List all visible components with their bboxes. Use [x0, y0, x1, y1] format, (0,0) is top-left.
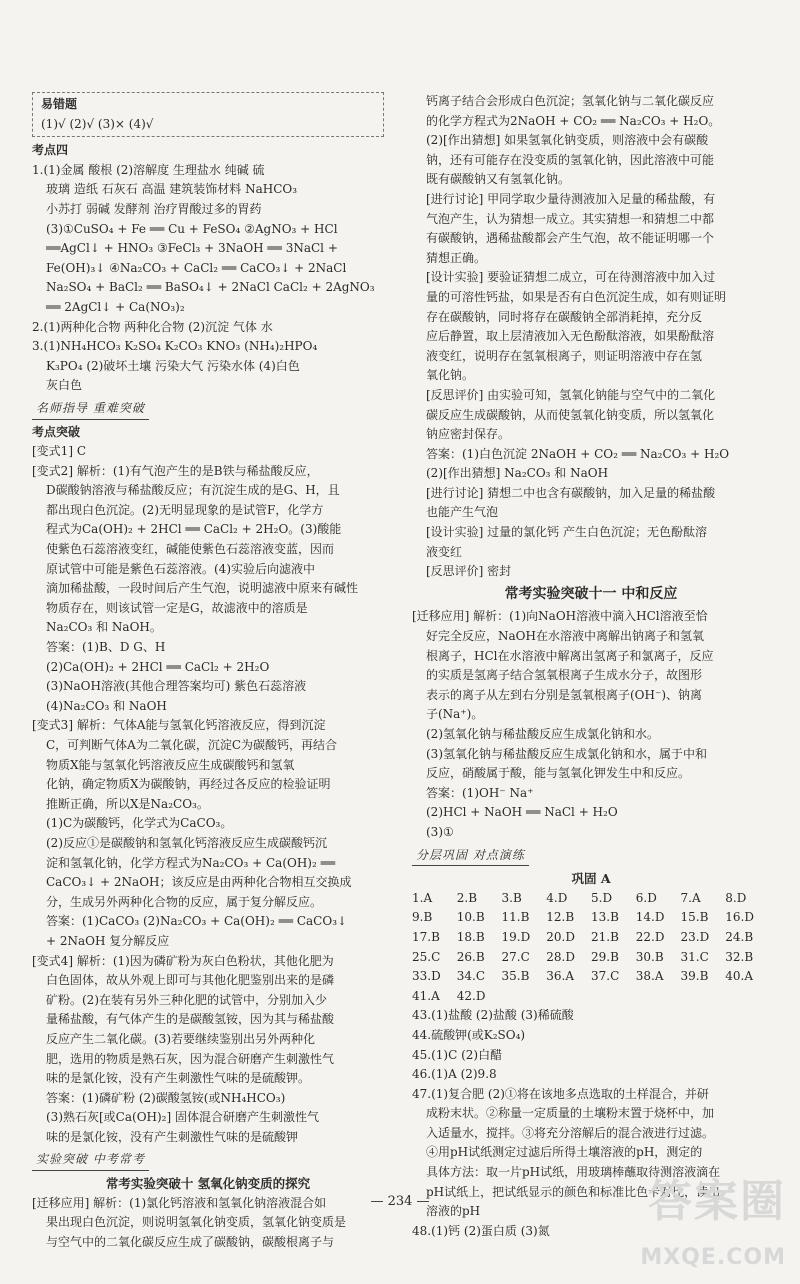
answer-item: 6.D: [635, 890, 657, 905]
text-line: pH试纸上，把试纸显示的颜色和标准比色卡对比，读出: [426, 1184, 721, 1199]
text-line: 答案：(1)白色沉淀 2NaOH + CO₂ ══ Na₂CO₃ + H₂O: [426, 446, 730, 461]
answer-item: 18.B: [456, 929, 485, 944]
answer-item: 12.B: [546, 910, 575, 925]
text-line: 灰白色: [46, 378, 83, 393]
bianshi2-block: [32, 462, 384, 717]
text-line: [变式3] 解析：气体A能与氢氧化钙溶液反应，得到沉淀: [32, 718, 326, 733]
answer-item: 33.D: [412, 969, 441, 984]
text-line: 反应产生二氧化碳。(3)若要继续鉴别出另外两种化: [46, 1031, 315, 1046]
text-line: 答案：(1)B、D G、H: [46, 640, 166, 655]
text-line: 钠应密封保存。: [426, 427, 511, 442]
text-line: (2)Ca(OH)₂ + 2HCl ══ CaCl₂ + 2H₂O: [46, 659, 270, 674]
answer-item: 10.B: [456, 910, 485, 925]
text-line: (1)C为碳酸钙，化学式为CaCO₃。: [46, 816, 233, 831]
text-line: 44.硫酸钾(或K₂SO₄): [412, 1027, 526, 1042]
text-line: (3)熟石灰[或Ca(OH)₂] 固体混合研磨产生刺激性气: [46, 1110, 319, 1125]
left-column: [32, 92, 384, 1252]
text-line: 液变红，说明存在氢氧根离子，则证明溶液中存在氢: [426, 348, 703, 363]
experiment-11-title: 常考实验突破十一 中和反应: [504, 585, 678, 602]
answer-item: 34.C: [456, 969, 486, 984]
right-column: [412, 92, 770, 1241]
text-line: 味的是氯化铵，没有产生刺激性气味的是硫酸钾: [46, 1129, 299, 1144]
answer-item: 9.B: [412, 910, 433, 925]
text-line: 量稀盐酸，有气体产生的是碳酸氢铵，因为其与稀盐酸: [46, 1012, 335, 1027]
answer-item: 40.A: [725, 969, 753, 984]
text-line: 小苏打 弱碱 发酵剂 治疗胃酸过多的胃药: [46, 201, 262, 216]
answer-item: 5.D: [591, 890, 613, 905]
text-line: 程式为Ca(OH)₂ + 2HCl ══ CaCl₂ + 2H₂O。(3)酸能: [46, 522, 342, 537]
answer-grid: [412, 889, 770, 1007]
answer-item: 21.B: [591, 929, 619, 944]
bianshi3-block: [32, 716, 384, 951]
text-line: 都出现白色沉淀。(2)无明显现象的是试管F，化学方: [46, 502, 324, 517]
text-line: 矿粉。(2)在装有另外三种化肥的试管中，分别加入少: [46, 992, 328, 1007]
text-line: (2)HCl + NaOH ══ NaCl + H₂O: [426, 805, 618, 820]
text-line: 猜想正确。: [426, 250, 487, 265]
text-line: 玻璃 造纸 石灰石 高温 建筑装饰材料 NaHCO₃: [46, 182, 298, 197]
text-line: 既有碳酸钠又有氢氧化钠。: [426, 172, 571, 187]
text-line: 48.(1)钙 (2)蛋白质 (3)氮: [412, 1223, 550, 1238]
text-line: 子(Na⁺)。: [426, 707, 484, 722]
answer-item: 23.D: [680, 929, 710, 944]
text-line: 物质X能与氢氧化钙溶液反应生成碳酸钙和氢氧: [46, 757, 295, 772]
text-line: 滴加稀盐酸，一段时间后产生气泡，说明滤液中原来有碱性: [46, 581, 359, 596]
text-line: (3)①: [426, 824, 454, 839]
answer-item: 37.C: [591, 969, 620, 984]
text-line: 3.(1)NH₄HCO₃ K₂SO₄ K₂CO₃ KNO₃ (NH₄)₂HPO₄: [32, 339, 318, 354]
bianshi1-answer: [变式1] C: [32, 444, 86, 459]
answer-item: 39.B: [680, 969, 709, 984]
consolidation-a-title: 巩固 A: [571, 871, 611, 887]
text-line: 应后静置，取上层清液加入无色酚酞溶液，如果酚酞溶: [426, 329, 715, 344]
answer-item: 7.A: [680, 890, 701, 905]
answer-item: 36.A: [546, 969, 574, 984]
text-line: [进行讨论] 猜想二中也含有碳酸钠，加入足量的稀盐酸: [426, 485, 716, 500]
text-line: 钠，还有可能存在没变质的氢氧化钠，因此溶液中可能: [426, 152, 715, 167]
answer-item: 41.A: [412, 988, 440, 1003]
text-line: 果出现白色沉淀，则说明氢氧化钠变质，氢氧化钠变质是: [46, 1215, 347, 1230]
bianshi4-block: [32, 952, 384, 1148]
text-line: 46.(1)A (2)9.8: [412, 1067, 497, 1082]
text-line: 气泡产生，认为猜想一成立。其实猜想一和猜想二中都: [426, 211, 715, 226]
answer-item: 14.D: [635, 910, 665, 925]
easy-mistake-answers: (1)√ (2)√ (3)× (4)√: [41, 116, 154, 131]
easy-mistake-title: 易错题: [41, 97, 78, 111]
text-line: 答案：(1)磷矿粉 (2)碳酸氢铵(或NH₄HCO₃): [46, 1090, 286, 1105]
text-line: 钙离子结合会形成白色沉淀；氢氧化钠与二氧化碳反应: [426, 94, 715, 108]
text-line: ══AgCl↓ + HNO₃ ③FeCl₃ + 3NaOH ══ 3NaCl +: [46, 241, 338, 256]
text-line: (3)①CuSO₄ + Fe ══ Cu + FeSO₄ ②AgNO₃ + HCl: [46, 221, 338, 236]
text-line: 氧化钠。: [426, 368, 475, 383]
text-line: 2.(1)两种化合物 两种化合物 (2)沉淀 气体 水: [32, 319, 273, 334]
text-line: 分，生成另外两种化合物的反应，属于复分解反应。: [46, 894, 323, 909]
text-line: 43.(1)盐酸 (2)盐酸 (3)稀硫酸: [412, 1008, 574, 1023]
text-line: 物质存在，则该试管一定是G，故滤液中的溶质是: [46, 600, 308, 615]
text-line: 味的是氯化铵，没有产生刺激性气味的是硫酸钾。: [46, 1071, 311, 1086]
text-line: C，可判断气体A为二氧化碳，沉淀C为碳酸钙，再结合: [46, 738, 338, 752]
answer-item: 27.C: [501, 949, 530, 964]
answer-item: 26.B: [456, 949, 485, 964]
text-line: 好完全反应，NaOH在水溶液中离解出钠离子和氢氧: [426, 629, 704, 644]
answer-item: 15.B: [680, 910, 709, 925]
text-line: (3)NaOH溶液(其他合理答案均可) 紫色石蕊溶液: [46, 679, 307, 694]
text-line: (2)[作出猜想] Na₂CO₃ 和 NaOH: [426, 466, 609, 481]
text-line: 有碳酸钠，遇稀盐酸都会产生气泡，故不能证明哪一个: [426, 231, 715, 246]
watermark-logo: [592, 1176, 792, 1276]
text-line: (2)[作出猜想] 如果氢氧化钠变质，则溶液中会有碳酸: [426, 133, 709, 148]
text-line: 的实质是氢离子结合氢氧根离子生成水分子，故图形: [426, 668, 703, 683]
text-line: 使紫色石蕊溶液变红，碱能使紫色石蕊溶液变蓝，因而: [46, 542, 335, 557]
text-line: [迁移应用] 解析：(1)向NaOH溶液中滴入HCl溶液至恰: [412, 609, 708, 624]
text-line: 根离子，HCl在水溶液中解离出氢离子和氯离子，反应: [426, 648, 714, 663]
watermark-url: MXQE.COM: [640, 1245, 786, 1270]
text-line: 推断正确，所以X是Na₂CO₃。: [46, 796, 209, 811]
text-line: 存在碳酸钠，同时将存在碳酸钠全部消耗掉，充分反: [426, 309, 703, 324]
text-line: Na₂CO₃ 和 NaOH。: [46, 620, 162, 635]
text-line: K₃PO₄ (2)破坏土壤 污染大气 污染水体 (4)白色: [46, 358, 300, 373]
text-line: 的化学方程式为2NaOH + CO₂ ══ Na₂CO₃ + H₂O。: [426, 113, 721, 128]
text-line: 溶液的pH: [426, 1204, 481, 1219]
answer-item: 29.B: [591, 949, 619, 964]
text-line: Fe(OH)₃↓ ④Na₂CO₃ + CaCl₂ ══ CaCO₃↓ + 2NaCl: [46, 260, 347, 275]
text-line: 反应，硝酸属于酸，能与氢氧化钾发生中和反应。: [426, 766, 691, 781]
answer-item: 16.D: [725, 910, 754, 925]
text-line: [变式2] 解析：(1)有气泡产生的是B铁与稀盐酸反应，: [32, 463, 319, 478]
answer-item: 3.B: [501, 890, 522, 905]
text-line: D碳酸钠溶液与稀盐酸反应；有沉淀生成的是G、H，且: [46, 483, 340, 498]
text-line: 碳反应生成碳酸钠，从而使氢氧化钠变质，所以氢氧化: [426, 407, 715, 422]
text-line: [设计实验] 要验证猜想二成立，可在待测溶液中加入过: [426, 270, 716, 285]
watermark-text: 答案圈: [648, 1176, 786, 1227]
text-line: [设计实验] 过量的氯化钙 产生白色沉淀；无色酚酞溶: [426, 525, 707, 540]
text-line: 肥，选用的物质是熟石灰，因为混合研磨产生刺激性气: [46, 1051, 335, 1066]
text-line: [反思评价] 密封: [426, 564, 512, 579]
text-line: 量的可溶性钙盐，如果是否有白色沉淀生成，如有则证明: [426, 289, 727, 304]
answer-item: 17.B: [412, 929, 440, 944]
text-line: 液变红: [426, 544, 463, 559]
experiment-10-continued: [412, 92, 770, 582]
answer-item: 31.C: [680, 949, 709, 964]
text-line: (3)氢氧化钠与稀盐酸反应生成氯化钠和水，属于中和: [426, 746, 708, 761]
answer-item: 2.B: [456, 890, 478, 905]
answer-item: 4.D: [546, 890, 568, 905]
experiment-11-block: [412, 607, 770, 842]
text-line: 答案：(1)OH⁻ Na⁺: [426, 785, 534, 800]
text-line: 白色固体，故从外观上即可与其他化肥鉴别出来的是磷: [46, 973, 335, 988]
text-line: 成粉末状。②称量一定质量的土壤粉末置于烧杯中，加: [426, 1106, 715, 1121]
text-line: 答案：(1)CaCO₃ (2)Na₂CO₃ + Ca(OH)₂ ══ CaCO₃↓: [46, 914, 348, 929]
text-line: + 2NaOH 复分解反应: [46, 933, 170, 948]
text-line: 入适量水，搅拌。③将充分溶解后的混合液进行过滤。: [426, 1125, 715, 1140]
section-band-teacher-guide: 名师指导 重难突破: [32, 399, 149, 420]
text-line: 1.(1)金属 酸根 (2)溶解度 生理盐水 纯碱 硫: [32, 162, 265, 177]
text-line: Na₂SO₄ + BaCl₂ ══ BaSO₄↓ + 2NaCl CaCl₂ + 2AgNO₃: [46, 280, 375, 295]
experiment-10-title: 常考实验突破十 氢氧化钠变质的探究: [105, 1176, 311, 1192]
kaodian4-content: [32, 161, 384, 396]
text-line: [反思评价] 由实验可知，氢氧化钠能与空气中的二氧化: [426, 387, 716, 402]
text-line: 表示的离子从左到右分别是氢氧根离子(OH⁻)、钠离: [426, 687, 703, 702]
text-line: 47.(1)复合肥 (2)①将在该地多点选取的土样混合，并研: [412, 1086, 709, 1101]
answer-item: 1.A: [412, 890, 433, 905]
page-number: — 234 —: [370, 1194, 430, 1209]
answer-item: 25.C: [412, 949, 441, 964]
text-line: 淀和氢氧化钠，化学方程式为Na₂CO₃ + Ca(OH)₂ ══: [46, 855, 336, 870]
text-line: ══ 2AgCl↓ + Ca(NO₃)₂: [46, 299, 185, 314]
text-line: (2)反应①是碳酸钠和氢氧化钙溶液反应生成碳酸钙沉: [46, 835, 328, 850]
text-line: 也能产生气泡: [426, 505, 499, 520]
section-heading-kaodian4: 考点四: [32, 143, 69, 158]
answer-item: 30.B: [635, 949, 664, 964]
answer-item: 11.B: [501, 910, 530, 925]
answer-item: 19.D: [501, 929, 531, 944]
text-line: [迁移应用] 解析：(1)氯化钙溶液和氢氧化钠溶液混合如: [32, 1195, 327, 1210]
answer-item: 35.B: [501, 969, 530, 984]
section-band-experiment: 实验突破 中考常考: [32, 1150, 149, 1171]
answer-item: 8.D: [725, 890, 747, 905]
text-line: 具体方法：取一片pH试纸，用玻璃棒蘸取待测溶液滴在: [426, 1165, 721, 1180]
answer-item: 38.A: [635, 969, 664, 984]
text-line: [进行讨论] 甲同学取少量待测液加入足量的稀盐酸，有: [426, 191, 716, 206]
text-line: (2)氢氧化钠与稀盐酸反应生成氯化钠和水。: [426, 727, 659, 741]
text-line: 与空气中的二氧化碳反应生成了碳酸钠，碳酸根离子与: [46, 1234, 335, 1249]
text-line: 化钠，确定物质X为碳酸钠，再经过各反应的检验证明: [46, 777, 331, 792]
text-line: ④用pH试纸测定过滤后所得土壤溶液的pH，测定的: [426, 1145, 703, 1160]
text-line: CaCO₃↓ + 2NaOH；该反应是由两种化合物相互交换成: [46, 875, 352, 890]
text-line: (4)Na₂CO₃ 和 NaOH: [46, 698, 167, 713]
answer-item: 28.D: [546, 949, 575, 964]
answer-item: 24.B: [725, 929, 754, 944]
text-line: 45.(1)C (2)白醋: [412, 1047, 503, 1062]
text-line: 原试管中可能是紫色石蕊溶液。(4)实验后向滤液中: [46, 561, 315, 576]
text-line: [变式4] 解析：(1)因为磷矿粉为灰白色粉状，其他化肥为: [32, 953, 334, 968]
answer-item: 20.D: [546, 929, 575, 944]
answer-item: 42.D: [456, 988, 486, 1003]
easy-mistake-box: [32, 92, 384, 137]
answer-item: 13.B: [591, 910, 619, 925]
answer-item: 32.B: [725, 949, 754, 964]
answer-item: 22.D: [635, 929, 665, 944]
section-heading-kaodian-tupo: 考点突破: [32, 424, 81, 439]
section-band-practice: 分层巩固 对点演练: [412, 846, 529, 867]
